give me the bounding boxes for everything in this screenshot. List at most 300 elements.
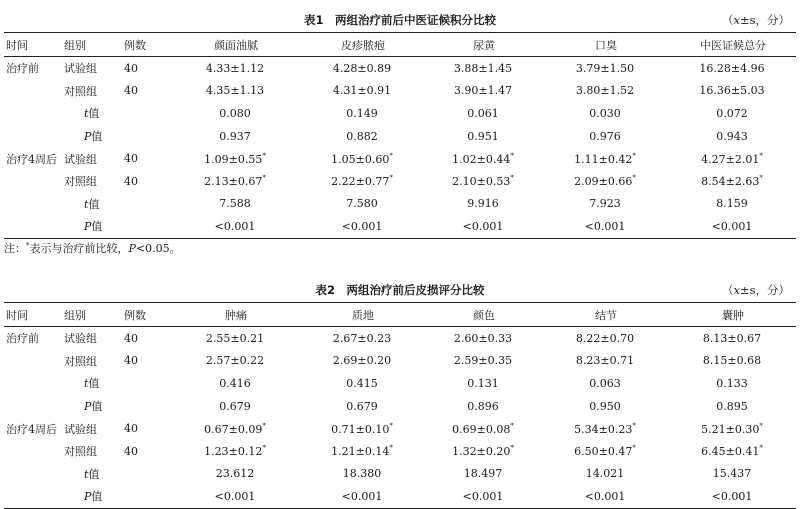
group-cell: 对照组	[64, 175, 97, 189]
value-text: 1.09±0.55	[204, 152, 263, 166]
count-cell: 40	[124, 61, 138, 75]
stat-suffix: 值	[91, 400, 103, 414]
time-cell	[4, 170, 62, 193]
value-text: 3.88±1.45	[453, 61, 513, 75]
group-cell	[62, 372, 120, 395]
significance-star: *	[632, 174, 636, 183]
significance-star: *	[759, 421, 763, 430]
value-cell	[668, 372, 796, 395]
value-text: <0.001	[584, 489, 626, 503]
value-text: <0.001	[462, 219, 504, 233]
value-cell	[424, 440, 542, 463]
count-cell	[120, 395, 170, 418]
value-text: 0.71±0.10	[331, 422, 390, 436]
value-text: 7.923	[589, 197, 621, 211]
count-cell	[120, 102, 170, 125]
table2-row	[4, 327, 796, 350]
significance-star: *	[389, 174, 393, 183]
table2	[4, 302, 796, 509]
value-text: 0.072	[716, 106, 748, 120]
value-cell	[300, 417, 424, 440]
value-cell	[300, 350, 424, 373]
value-cell	[300, 215, 424, 238]
value-text: 0.943	[716, 129, 748, 143]
significance-star: *	[389, 151, 393, 160]
stat-suffix: 值	[91, 130, 103, 144]
significance-star: *	[632, 444, 636, 453]
value-cell	[668, 417, 796, 440]
count-cell	[120, 125, 170, 148]
table2-header-6: 结节	[595, 308, 617, 322]
value-cell	[542, 395, 668, 418]
group-cell	[62, 215, 120, 238]
time-cell: 治疗前	[6, 332, 39, 346]
table2-row	[4, 463, 796, 486]
table1-header-1: 组别	[64, 38, 86, 52]
table2-row	[4, 372, 796, 395]
value-text: 0.149	[346, 106, 378, 120]
value-cell	[424, 57, 542, 80]
value-cell	[300, 372, 424, 395]
value-cell	[300, 147, 424, 170]
value-cell	[668, 57, 796, 80]
table1-header-6: 口臭	[595, 38, 617, 52]
time-cell	[4, 350, 62, 373]
value-cell	[424, 395, 542, 418]
note-p-rest: <0.05。	[135, 242, 181, 255]
table1-header-4: 皮疹脓疱	[341, 38, 385, 52]
value-text: 0.131	[467, 376, 499, 390]
value-cell	[424, 80, 542, 103]
value-text: 2.10±0.53	[452, 175, 511, 189]
value-cell	[424, 147, 542, 170]
value-cell	[424, 327, 542, 350]
value-cell	[424, 170, 542, 193]
stat-symbol: P	[84, 400, 92, 414]
value-cell	[542, 125, 668, 148]
significance-star: *	[262, 174, 266, 183]
time-cell	[4, 463, 62, 486]
table2-header-5: 颜色	[473, 308, 495, 322]
stat-suffix: 值	[88, 467, 100, 481]
stat-symbol: t	[84, 377, 89, 391]
value-cell	[668, 170, 796, 193]
value-cell	[300, 440, 424, 463]
table1-body	[4, 57, 796, 239]
value-cell	[170, 57, 300, 80]
time-cell	[4, 80, 62, 103]
value-text: 2.69±0.20	[332, 354, 392, 368]
value-text: 0.895	[716, 399, 748, 413]
value-cell	[668, 395, 796, 418]
significance-star: *	[632, 421, 636, 430]
value-text: 3.80±1.52	[575, 84, 635, 98]
table1-row	[4, 102, 796, 125]
significance-star: *	[510, 151, 514, 160]
value-text: 2.22±0.77	[331, 175, 390, 189]
count-cell	[120, 485, 170, 508]
value-text: 4.28±0.89	[332, 61, 392, 75]
significance-star: *	[389, 421, 393, 430]
note-text: 表示与治疗前比较，	[29, 242, 129, 255]
value-cell	[542, 417, 668, 440]
value-cell	[170, 395, 300, 418]
value-text: 3.79±1.50	[575, 61, 635, 75]
table1-unit-prefix: （	[721, 13, 734, 27]
table2-row	[4, 417, 796, 440]
table2-header-4: 质地	[352, 308, 374, 322]
table2-header-0: 时间	[6, 308, 28, 322]
count-cell	[120, 463, 170, 486]
value-cell	[170, 485, 300, 508]
count-cell: 40	[124, 422, 138, 436]
value-text: 6.50±0.47	[574, 445, 633, 459]
value-text: 0.951	[467, 129, 499, 143]
value-cell	[170, 327, 300, 350]
value-cell	[542, 102, 668, 125]
time-cell	[4, 215, 62, 238]
value-text: 8.54±2.63	[701, 175, 760, 189]
value-text: 8.15±0.68	[702, 354, 762, 368]
value-cell	[170, 193, 300, 216]
table1-unit-rest: ±s，分）	[739, 13, 790, 27]
value-text: 4.27±2.01	[701, 152, 760, 166]
value-cell	[542, 147, 668, 170]
value-cell	[542, 485, 668, 508]
value-text: 1.02±0.44	[452, 152, 511, 166]
table1-footnote	[4, 240, 181, 256]
significance-star: *	[759, 444, 763, 453]
count-cell: 40	[124, 174, 138, 188]
significance-star: *	[389, 444, 393, 453]
value-text: 8.159	[716, 197, 748, 211]
value-text: 6.45±0.41	[701, 445, 760, 459]
group-cell	[62, 102, 120, 125]
time-cell	[4, 485, 62, 508]
group-cell	[62, 463, 120, 486]
table2-header-row	[4, 303, 796, 327]
stat-suffix: 值	[88, 107, 100, 121]
value-text: 0.896	[467, 399, 499, 413]
significance-star: *	[632, 151, 636, 160]
value-text: 0.882	[346, 129, 378, 143]
group-cell: 试验组	[64, 332, 97, 346]
value-cell	[668, 102, 796, 125]
value-text: 3.90±1.47	[453, 84, 513, 98]
table2-header-1: 组别	[64, 308, 86, 322]
time-cell	[4, 125, 62, 148]
table2-caption-row	[4, 274, 796, 302]
value-text: 2.55±0.21	[205, 331, 265, 345]
group-cell: 试验组	[64, 62, 97, 76]
time-cell	[4, 102, 62, 125]
value-cell	[170, 350, 300, 373]
table2-unit-x: x	[733, 283, 740, 297]
table2-caption: 表2 两组治疗前后皮损评分比较	[315, 283, 485, 297]
table2-row	[4, 395, 796, 418]
table1-row	[4, 147, 796, 170]
value-cell	[170, 80, 300, 103]
value-text: 0.950	[589, 399, 621, 413]
significance-star: *	[262, 421, 266, 430]
value-text: 5.21±0.30	[701, 422, 760, 436]
value-cell	[542, 193, 668, 216]
value-text: 0.061	[467, 106, 499, 120]
group-cell: 试验组	[64, 152, 97, 166]
stat-suffix: 值	[91, 220, 103, 234]
value-cell	[300, 170, 424, 193]
table1-unit-x: x	[733, 13, 740, 27]
count-cell: 40	[124, 152, 138, 166]
table2-header-7: 囊肿	[722, 308, 744, 322]
count-cell	[120, 372, 170, 395]
significance-star: *	[759, 174, 763, 183]
value-cell	[668, 80, 796, 103]
value-cell	[542, 350, 668, 373]
stat-symbol: t	[84, 107, 89, 121]
value-cell	[170, 463, 300, 486]
value-text: 15.437	[712, 467, 752, 481]
value-cell	[668, 125, 796, 148]
value-text: <0.001	[341, 489, 383, 503]
table1-block	[4, 4, 796, 239]
count-cell: 40	[124, 84, 138, 98]
value-cell	[170, 372, 300, 395]
table1-header-row	[4, 33, 796, 57]
time-cell	[4, 440, 62, 463]
table1-header-2: 例数	[124, 38, 146, 52]
value-text: 0.416	[219, 376, 251, 390]
value-text: 1.32±0.20	[452, 445, 511, 459]
value-cell	[300, 395, 424, 418]
count-cell: 40	[124, 354, 138, 368]
value-text: 7.588	[219, 197, 251, 211]
value-text: 4.35±1.13	[205, 84, 265, 98]
table1-row	[4, 80, 796, 103]
value-text: 2.59±0.35	[453, 354, 513, 368]
value-cell	[170, 147, 300, 170]
value-cell	[668, 215, 796, 238]
significance-star: *	[262, 444, 266, 453]
count-cell: 40	[124, 331, 138, 345]
table1-row	[4, 215, 796, 238]
time-cell: 治疗4周后	[6, 152, 57, 166]
value-cell	[170, 215, 300, 238]
table2-block	[4, 274, 796, 509]
value-text: 5.34±0.23	[574, 422, 633, 436]
group-cell	[62, 125, 120, 148]
group-cell: 对照组	[64, 84, 97, 98]
stat-symbol: P	[84, 220, 92, 234]
stat-symbol: P	[84, 490, 92, 504]
value-cell	[300, 193, 424, 216]
table1-row	[4, 170, 796, 193]
value-text: 16.36±5.03	[699, 84, 765, 98]
value-cell	[424, 125, 542, 148]
value-text: 2.67±0.23	[332, 331, 392, 345]
time-cell: 治疗4周后	[6, 422, 57, 436]
value-cell	[170, 125, 300, 148]
value-cell	[542, 215, 668, 238]
group-cell	[62, 193, 120, 216]
group-cell	[62, 485, 120, 508]
time-cell	[4, 395, 62, 418]
value-text: <0.001	[341, 219, 383, 233]
stat-suffix: 值	[91, 490, 103, 504]
group-cell: 对照组	[64, 445, 97, 459]
value-text: 8.23±0.71	[575, 354, 635, 368]
table1-row	[4, 193, 796, 216]
table2-body	[4, 327, 796, 509]
value-text: 18.497	[463, 467, 503, 481]
count-cell: 40	[124, 444, 138, 458]
table1-header-3: 颜面油腻	[214, 38, 258, 52]
table1-header-7: 中医证候总分	[700, 38, 766, 52]
value-cell	[668, 350, 796, 373]
value-text: 0.133	[716, 376, 748, 390]
value-cell	[668, 485, 796, 508]
table2-header-2: 例数	[124, 308, 146, 322]
value-cell	[542, 170, 668, 193]
count-cell	[120, 215, 170, 238]
value-text: 18.380	[342, 467, 382, 481]
value-cell	[300, 102, 424, 125]
stat-suffix: 值	[88, 377, 100, 391]
value-text: <0.001	[214, 219, 256, 233]
table1-row	[4, 57, 796, 80]
table2-unit-prefix: （	[721, 283, 734, 297]
value-cell	[170, 440, 300, 463]
value-text: 16.28±4.96	[699, 61, 765, 75]
value-text: 0.937	[219, 129, 251, 143]
table1-caption-row	[4, 4, 796, 32]
value-text: 1.11±0.42	[574, 152, 633, 166]
value-text: 2.57±0.22	[205, 354, 265, 368]
significance-star: *	[510, 444, 514, 453]
value-text: 4.31±0.91	[332, 84, 392, 98]
table2-unit	[722, 282, 790, 298]
value-text: 1.23±0.12	[204, 445, 263, 459]
note-p-symbol: P	[128, 242, 136, 255]
value-cell	[668, 147, 796, 170]
table2-header-3: 肿痛	[225, 308, 247, 322]
value-cell	[668, 327, 796, 350]
table1-row	[4, 125, 796, 148]
value-text: <0.001	[711, 489, 753, 503]
value-cell	[170, 102, 300, 125]
value-cell	[542, 463, 668, 486]
group-cell: 对照组	[64, 354, 97, 368]
table2-row	[4, 485, 796, 508]
value-text: 0.679	[346, 399, 378, 413]
count-cell	[120, 193, 170, 216]
stat-symbol: t	[84, 197, 89, 211]
table1-unit	[722, 12, 790, 28]
time-cell: 治疗前	[6, 62, 39, 76]
value-cell	[424, 350, 542, 373]
value-text: <0.001	[214, 489, 256, 503]
value-cell	[300, 327, 424, 350]
value-cell	[424, 372, 542, 395]
table1-header-0: 时间	[6, 38, 28, 52]
value-cell	[300, 57, 424, 80]
value-cell	[170, 170, 300, 193]
time-cell	[4, 193, 62, 216]
value-cell	[542, 80, 668, 103]
table2-row	[4, 440, 796, 463]
table2-row	[4, 350, 796, 373]
note-star: *	[26, 241, 30, 250]
value-cell	[300, 80, 424, 103]
value-text: 7.580	[346, 197, 378, 211]
value-text: <0.001	[462, 489, 504, 503]
value-cell	[668, 440, 796, 463]
group-cell: 试验组	[64, 422, 97, 436]
value-text: 0.030	[589, 106, 621, 120]
value-text: 9.916	[467, 197, 499, 211]
value-text: 0.415	[346, 376, 378, 390]
significance-star: *	[759, 151, 763, 160]
value-text: 2.60±0.33	[453, 331, 513, 345]
value-text: 1.21±0.14	[331, 445, 390, 459]
group-cell	[62, 395, 120, 418]
value-cell	[300, 463, 424, 486]
value-text: 0.679	[219, 399, 251, 413]
value-text: 8.13±0.67	[702, 331, 762, 345]
value-text: 0.976	[589, 129, 621, 143]
significance-star: *	[510, 421, 514, 430]
value-text: 8.22±0.70	[575, 331, 635, 345]
value-cell	[424, 417, 542, 440]
value-cell	[424, 215, 542, 238]
value-cell	[424, 485, 542, 508]
value-cell	[542, 372, 668, 395]
value-text: 0.69±0.08	[452, 422, 511, 436]
value-cell	[300, 485, 424, 508]
value-text: 4.33±1.12	[205, 61, 265, 75]
table1-caption: 表1 两组治疗前后中医证候积分比较	[304, 13, 496, 27]
value-cell	[170, 417, 300, 440]
stat-symbol: t	[84, 467, 89, 481]
significance-star: *	[510, 174, 514, 183]
value-text: 0.063	[589, 376, 621, 390]
value-text: 14.021	[585, 467, 625, 481]
value-cell	[542, 57, 668, 80]
value-text: 2.09±0.66	[574, 175, 633, 189]
value-text: 23.612	[215, 467, 255, 481]
value-cell	[424, 463, 542, 486]
value-text: <0.001	[584, 219, 626, 233]
value-cell	[668, 463, 796, 486]
value-cell	[542, 327, 668, 350]
table1-header-5: 尿黄	[473, 38, 495, 52]
stat-symbol: P	[84, 130, 92, 144]
value-cell	[300, 125, 424, 148]
value-cell	[424, 193, 542, 216]
table2-unit-rest: ±s，分）	[739, 283, 790, 297]
value-cell	[424, 102, 542, 125]
note-prefix: 注：	[4, 242, 26, 255]
time-cell	[4, 372, 62, 395]
value-cell	[542, 440, 668, 463]
value-text: 0.67±0.09	[204, 422, 263, 436]
value-text: 2.13±0.67	[204, 175, 263, 189]
table1	[4, 32, 796, 239]
value-text: <0.001	[711, 219, 753, 233]
value-cell	[668, 193, 796, 216]
significance-star: *	[262, 151, 266, 160]
value-text: 0.080	[219, 106, 251, 120]
